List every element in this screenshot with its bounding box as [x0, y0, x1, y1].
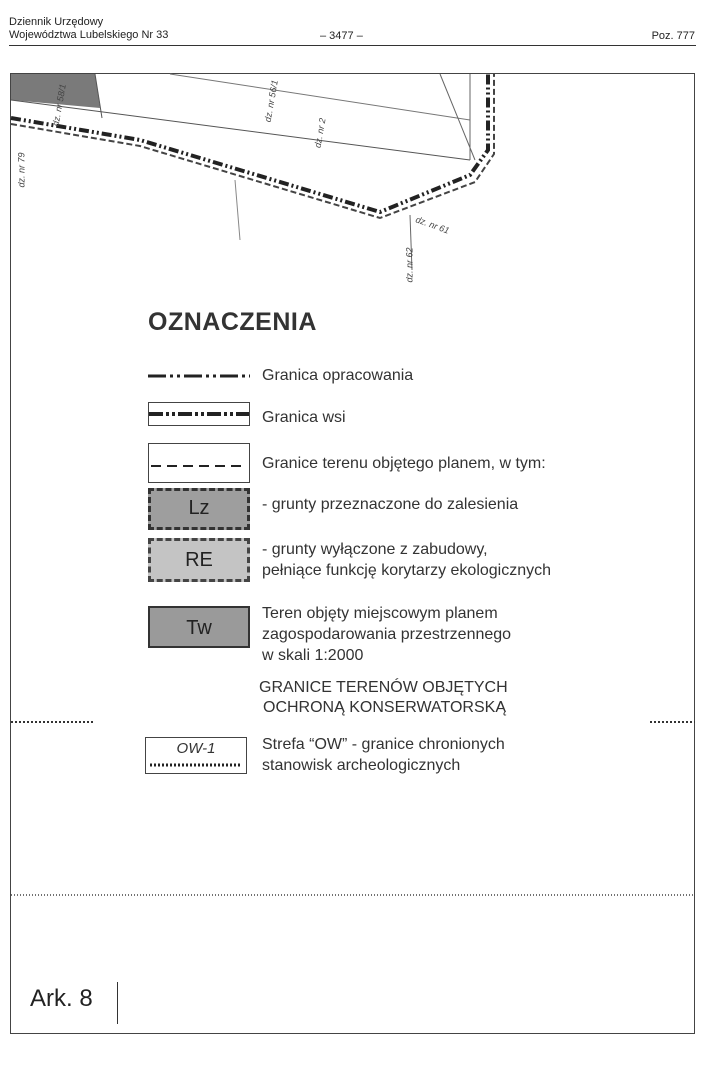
- protection-heading-line1: GRANICE TERENÓW OBJĘTYCH: [259, 679, 508, 696]
- legend-label-ecological-corridor-1: - grunty wyłączone z zabudowy,: [262, 541, 488, 558]
- archaeological-zone-symbol-label: OW-1: [176, 740, 216, 757]
- plan-area-symbol: [148, 443, 250, 483]
- legend-label-local-plan-3: w skali 1:2000: [262, 647, 364, 664]
- legend-label-village-boundary: Granica wsi: [262, 409, 346, 426]
- position-number: Poz. 777: [651, 30, 695, 42]
- map-label: dz. nr 58/1: [50, 83, 68, 127]
- legend-label-afforestation: - grunty przeznaczone do zalesienia: [262, 496, 519, 513]
- legend-label-ecological-corridor-2: pełniące funkcję korytarzy ekologicznych: [262, 562, 552, 579]
- map-parcel-line: [170, 74, 470, 120]
- local-plan-area-symbol-label: Tw: [186, 617, 212, 639]
- afforestation-symbol-label: Lz: [188, 497, 210, 519]
- legend-label-local-plan-1: Teren objęty miejscowym planem: [262, 605, 498, 622]
- journal-title-line2: Województwa Lubelskiego Nr 33: [9, 29, 169, 41]
- map-label: dz. nr 79: [16, 152, 27, 188]
- journal-title-line1: Dziennik Urzędowy: [9, 16, 104, 28]
- map-label: dz. nr 2: [312, 117, 328, 149]
- legend-label-local-plan-2: zagospodarowania przestrzennego: [262, 626, 512, 643]
- page-number: – 3477 –: [320, 30, 363, 42]
- legend-title: OZNACZENIA: [148, 308, 317, 336]
- sheet-label-divider: [117, 982, 118, 1024]
- legend-label-plan-area: Granice terenu objętego planem, w tym:: [262, 455, 546, 472]
- map-label: dz. nr 56/1: [262, 79, 280, 123]
- ecological-corridor-symbol-label: RE: [185, 549, 213, 571]
- legend-label-archaeological-2: stanowisk archeologicznych: [262, 757, 461, 774]
- legend-label-archaeological-1: Strefa “OW” - granice chronionych: [262, 736, 505, 753]
- sheet-label: Ark. 8: [30, 985, 93, 1012]
- map-parcel-line: [235, 180, 240, 240]
- legend-label-study-boundary: Granica opracowania: [262, 367, 414, 384]
- village-boundary-symbol: [148, 402, 250, 426]
- map-label: dz. nr 61: [414, 214, 451, 236]
- protection-heading-line2: OCHRONĄ KONSERWATORSKĄ: [263, 699, 506, 716]
- map-label: dz. nr 62: [404, 247, 415, 283]
- study-boundary-symbol: [148, 370, 250, 382]
